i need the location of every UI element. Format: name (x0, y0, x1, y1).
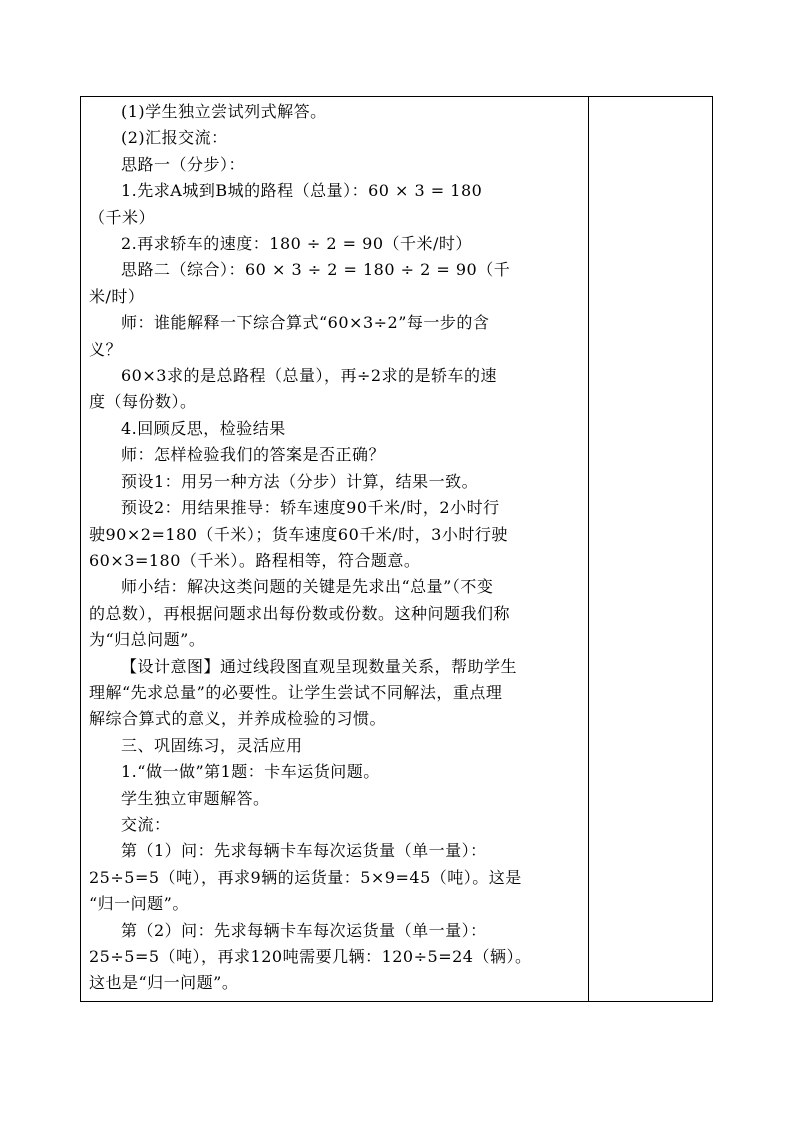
text-line: 义？ (89, 339, 123, 359)
text-line: 60×3求的是总路程（总量），再÷2求的是轿车的速 (121, 366, 498, 386)
text-line: 三、巩固练习，灵活应用 (121, 735, 303, 755)
text-line: 1.“做一做”第1题：卡车运货问题。 (121, 762, 380, 782)
text-line: 师：谁能解释一下综合算式“60×3÷2”每一步的含 (121, 313, 490, 333)
text-line: 【设计意图】通过线段图直观呈现数量关系，帮助学生 (121, 656, 518, 676)
text-line: 交流： (121, 814, 171, 834)
text-line: 60×3=180（千米）。路程相等，符合题意。 (89, 550, 421, 570)
text-line: “归一问题”。 (89, 894, 189, 914)
text-line: 2.再求轿车的速度：180 ÷ 2 = 90（千米/时） (121, 234, 472, 254)
text-line: 这也是“归一问题”。 (89, 973, 239, 993)
text-line: 驶90×2=180（千米）；货车速度60千米/时，3小时行驶 (89, 524, 508, 544)
lesson-content-cell (81, 97, 588, 1001)
notes-cell (589, 97, 712, 1001)
text-line: 师：怎样检验我们的答案是否正确？ (121, 445, 386, 465)
text-line: 1.先求A城到B城的路程（总量）：60 × 3 = 180 (121, 181, 483, 201)
text-line: 预设1：用另一种方法（分步）计算，结果一致。 (121, 471, 479, 491)
lesson-table (80, 96, 713, 1002)
text-line: (2)汇报交流： (121, 128, 228, 148)
text-line: 第（2）问：先求每辆卡车每次运货量（单一量）： (121, 920, 487, 940)
text-line: 25÷5=5（吨），再求9辆的运货量：5×9=45（吨）。这是 (89, 867, 522, 887)
text-line: 的总数），再根据问题求出每份数或份数。这种问题我们称 (89, 603, 511, 623)
text-line: 思路一（分步）： (121, 154, 246, 174)
text-line: 解综合算式的意义，并养成检验的习惯。 (89, 709, 387, 729)
text-line: 第（1）问：先求每辆卡车每次运货量（单一量）： (121, 841, 487, 861)
text-line: 学生独立审题解答。 (121, 788, 270, 808)
text-line: （千米） (89, 207, 156, 227)
text-line: 思路二（综合）：60 × 3 ÷ 2 = 180 ÷ 2 = 90（千 (121, 260, 511, 280)
text-line: (1)学生独立尝试列式解答。 (121, 102, 327, 121)
text-line: 为“归总问题”。 (89, 630, 206, 650)
text-line: 米/时） (89, 286, 145, 306)
text-line: 度（每份数）。 (89, 392, 197, 412)
text-line: 师小结：解决这类问题的关键是先求出“总量”（不变 (121, 577, 494, 597)
text-line: 25÷5=5（吨），再求120吨需要几辆：120÷5=24（辆）。 (89, 947, 532, 966)
text-line: 预设2：用结果推导：轿车速度90千米/时，2小时行 (121, 498, 500, 518)
text-line: 4.回顾反思，检验结果 (121, 418, 286, 438)
text-line: 理解“先求总量”的必要性。让学生尝试不同解法，重点理 (89, 682, 503, 702)
